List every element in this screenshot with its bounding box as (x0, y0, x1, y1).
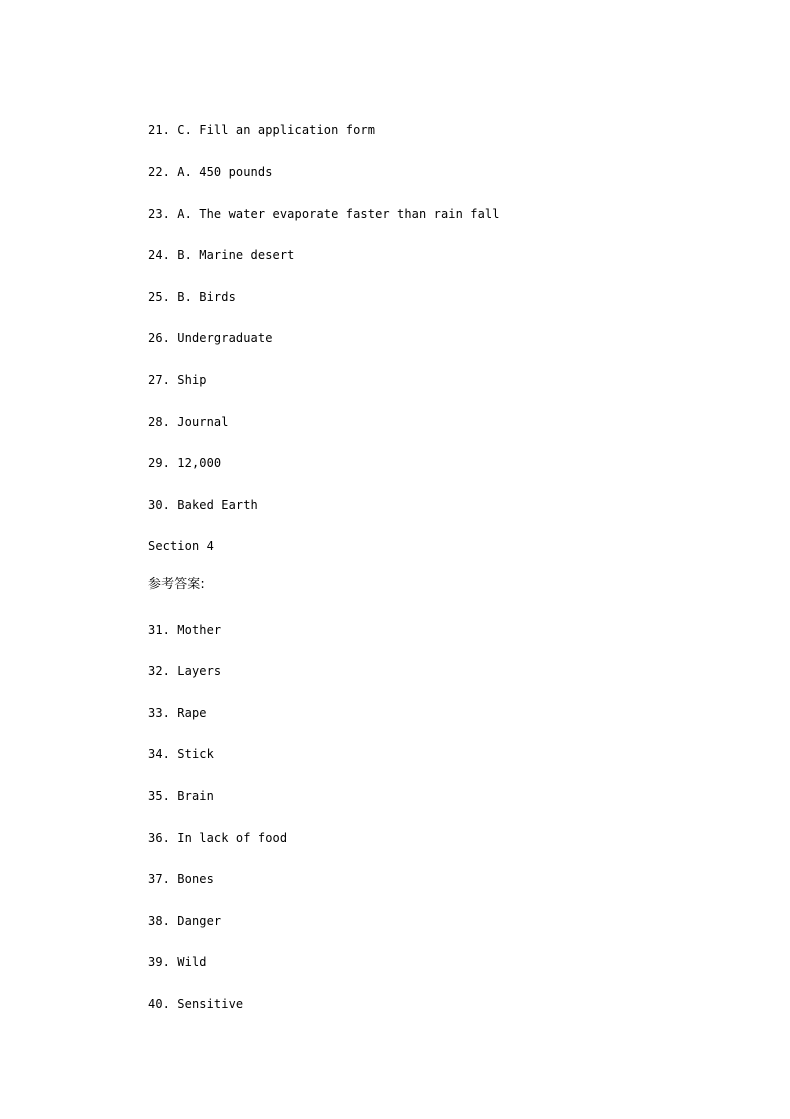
answer-29: 29. 12,000 (148, 456, 222, 470)
answer-31: 31. Mother (148, 623, 222, 637)
answer-32: 32. Layers (148, 664, 222, 678)
answer-22: 22. A. 450 pounds (148, 165, 273, 179)
answer-21: 21. C. Fill an application form (148, 123, 376, 137)
answer-26: 26. Undergraduate (148, 331, 273, 345)
answer-24: 24. B. Marine desert (148, 248, 295, 262)
answer-40: 40. Sensitive (148, 997, 244, 1011)
answer-25: 25. B. Birds (148, 290, 236, 304)
answer-33: 33. Rape (148, 706, 207, 720)
section-4-heading: Section 4 (148, 539, 214, 553)
answer-34: 34. Stick (148, 747, 214, 761)
answer-28: 28. Journal (148, 415, 229, 429)
answer-35: 35. Brain (148, 789, 214, 803)
answer-36: 36. In lack of food (148, 831, 288, 845)
answer-38: 38. Danger (148, 914, 222, 928)
answer-30: 30. Baked Earth (148, 498, 258, 512)
answer-39: 39. Wild (148, 955, 207, 969)
answer-27: 27. Ship (148, 373, 207, 387)
answer-key-label: 参考答案: (148, 577, 205, 592)
answer-37: 37. Bones (148, 872, 214, 886)
answer-23: 23. A. The water evaporate faster than rain fall (148, 207, 500, 221)
